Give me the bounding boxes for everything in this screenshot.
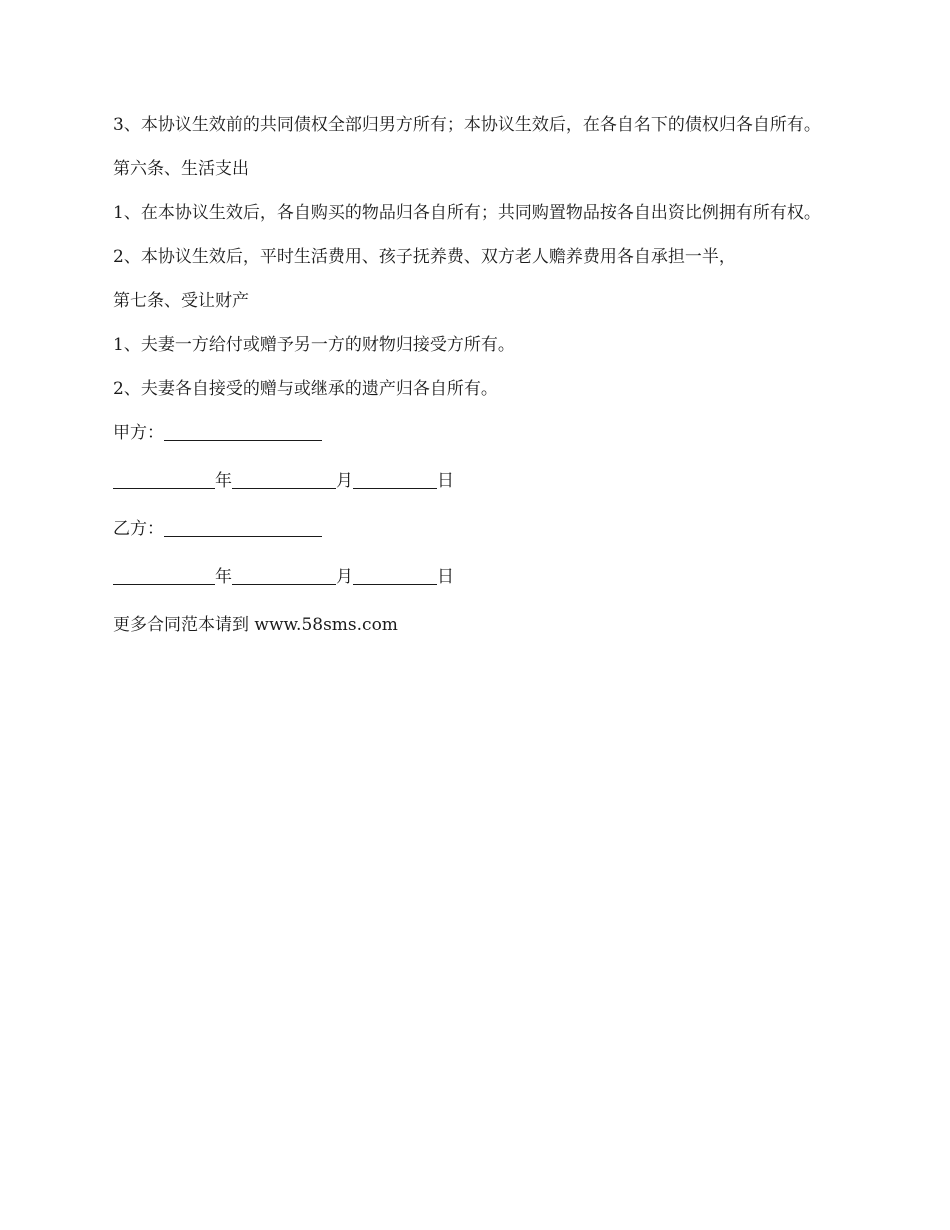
party-a-date-line bbox=[113, 469, 833, 493]
month-blank bbox=[232, 566, 336, 585]
day-blank bbox=[353, 470, 437, 489]
article-7-clause-1: 1、夫妻一方给付或赠予另一方的财物归接受方所有。 bbox=[113, 335, 515, 355]
party-a-signature-blank bbox=[164, 422, 322, 441]
document-body bbox=[113, 113, 833, 657]
month-label: 月 bbox=[336, 471, 353, 491]
year-label: 年 bbox=[215, 567, 232, 587]
article-6-clause-1: 1、在本协议生效后，各自购买的物品归各自所有；共同购置物品按各自出资比例拥有所有权。 bbox=[113, 203, 821, 223]
clause-3-paragraph: 3、本协议生效前的共同债权全部归男方所有；本协议生效后，在各自名下的债权归各自所有。 bbox=[113, 115, 821, 135]
party-b-signature-line bbox=[113, 517, 833, 541]
party-a-signature-line bbox=[113, 421, 833, 445]
article-7-heading: 第七条、受让财产 bbox=[113, 291, 249, 311]
day-blank bbox=[353, 566, 437, 585]
day-label: 日 bbox=[437, 471, 454, 491]
party-b-signature-blank bbox=[164, 518, 322, 537]
footer-note: 更多合同范本请到 www.58sms.com bbox=[113, 615, 398, 635]
year-label: 年 bbox=[215, 471, 232, 491]
article-6-clause-2: 2、本协议生效后，平时生活费用、孩子抚养费、双方老人赡养费用各自承担一半， bbox=[113, 247, 736, 267]
party-b-date-line bbox=[113, 565, 833, 589]
month-blank bbox=[232, 470, 336, 489]
year-blank bbox=[113, 470, 215, 489]
party-b-label: 乙方： bbox=[113, 519, 164, 539]
party-a-label: 甲方： bbox=[113, 423, 164, 443]
article-7-clause-2: 2、夫妻各自接受的赠与或继承的遗产归各自所有。 bbox=[113, 379, 498, 399]
year-blank bbox=[113, 566, 215, 585]
article-6-heading: 第六条、生活支出 bbox=[113, 159, 249, 179]
day-label: 日 bbox=[437, 567, 454, 587]
month-label: 月 bbox=[336, 567, 353, 587]
